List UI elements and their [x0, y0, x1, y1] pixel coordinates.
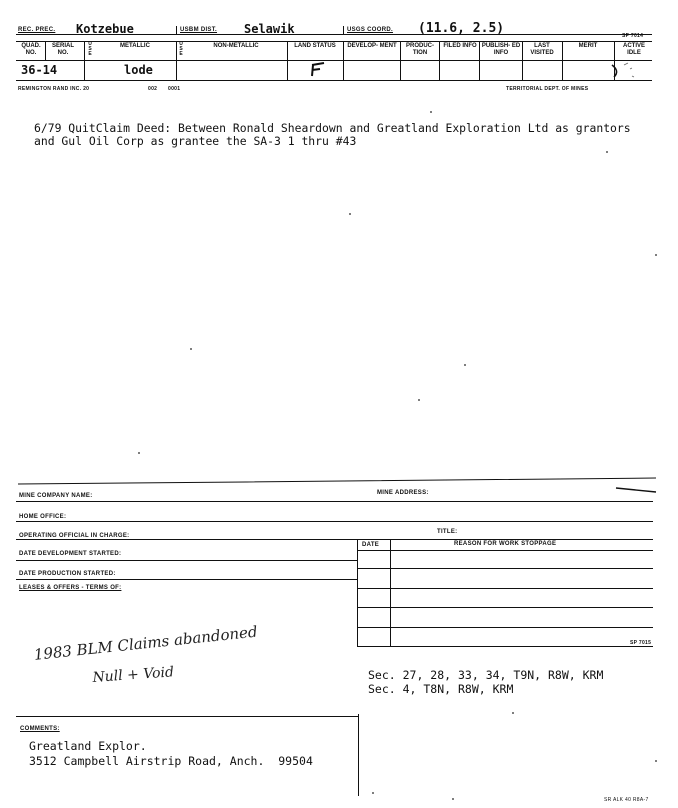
- col-production: PRODUC- TION: [406, 43, 434, 56]
- form-rule: [16, 560, 357, 561]
- header-rule: [16, 60, 652, 61]
- form-edge: [16, 470, 661, 496]
- col-active-idle: ACTIVE IDLE: [622, 43, 645, 56]
- divider: [84, 41, 85, 80]
- section-line: Sec. 4, T8N, R8W, KRM: [368, 682, 514, 696]
- date-column-label: DATE: [362, 542, 380, 548]
- reason-label: REASON FOR WORK STOPPAGE: [454, 541, 557, 547]
- form-number: SP 7015: [630, 640, 652, 646]
- form-rule: [16, 716, 358, 717]
- col-merit: MERIT: [578, 43, 598, 49]
- form-rule: [16, 501, 653, 502]
- divider: [45, 41, 46, 60]
- header-rule: [16, 41, 652, 42]
- divider: [176, 26, 177, 35]
- scan-speck: [349, 213, 351, 215]
- scan-speck: [655, 760, 657, 762]
- table-rule: [357, 550, 653, 551]
- col-land-status: LAND STATUS: [294, 43, 336, 49]
- leases-label: LEASES & OFFERS - TERMS OF:: [19, 585, 122, 591]
- quad-serial-value: 36-14: [21, 63, 58, 77]
- strip-footer-code: 002: [148, 86, 158, 92]
- date-production-label: DATE PRODUCTION STARTED:: [19, 571, 116, 577]
- form-rule: [16, 521, 653, 522]
- entry-line: and Gul Oil Corp as grantee the SA-3 1 thru #43: [34, 134, 357, 148]
- col-last-visited: LAST VISITED: [530, 43, 554, 56]
- divider: [343, 26, 344, 35]
- rec-prec-label: REC. PREC.: [18, 27, 56, 33]
- divider: [343, 41, 344, 80]
- scan-speck: [430, 111, 432, 113]
- scan-speck: [655, 254, 657, 256]
- table-rule: [357, 588, 653, 589]
- header-rule: [16, 80, 652, 81]
- usbm-dist-label: USBM DIST.: [180, 27, 218, 33]
- form-rule: [16, 579, 357, 580]
- comment-line: Greatland Explor.: [29, 739, 147, 753]
- usgs-coord-label: USGS COORD.: [347, 27, 393, 33]
- handwritten-note: 1983 BLM Claims abandoned: [33, 622, 259, 664]
- col-serial: SERIAL NO.: [51, 43, 74, 56]
- divider: [522, 41, 523, 80]
- table-rule: [357, 627, 653, 628]
- active-idle-mark: [608, 61, 642, 81]
- divider: [287, 41, 288, 80]
- comment-line: 3512 Campbell Airstrip Road, Anch. 99504: [29, 754, 313, 768]
- entry-line: 6/79 QuitClaim Deed: Between Ronald Sheardown and Greatland Exploration Ltd as grantors: [34, 121, 631, 135]
- col-metallic: METALLIC: [120, 43, 150, 49]
- home-office-label: HOME OFFICE:: [19, 514, 67, 520]
- divider: [562, 41, 563, 80]
- col-use: U S E: [179, 41, 183, 57]
- date-development-label: DATE DEVELOPMENT STARTED:: [19, 551, 122, 557]
- usbm-dist-value: Selawik: [244, 22, 295, 36]
- divider: [439, 41, 440, 80]
- table-divider: [390, 539, 391, 647]
- strip-footer-left: REMINGTON RAND INC. 20: [18, 86, 90, 92]
- land-status-mark: [308, 61, 328, 79]
- strip-footer-code: 0001: [168, 86, 181, 92]
- scan-speck: [452, 798, 454, 800]
- divider: [176, 41, 177, 80]
- scan-speck: [190, 348, 192, 350]
- col-quad: QUAD. NO.: [21, 43, 41, 56]
- form-number: SP 7014: [622, 33, 644, 39]
- mine-address-label: MINE ADDRESS:: [377, 490, 429, 496]
- scan-speck: [138, 452, 140, 454]
- rec-prec-value: Kotzebue: [76, 22, 134, 36]
- operating-official-label: OPERATING OFFICIAL IN CHARGE:: [19, 533, 130, 539]
- handwritten-note: Null + Void: [92, 664, 175, 686]
- scan-speck: [512, 712, 514, 714]
- scan-speck: [606, 151, 608, 153]
- divider: [479, 41, 480, 80]
- col-use: U S E: [88, 41, 92, 57]
- comments-label: COMMENTS:: [20, 726, 60, 732]
- col-development: DEVELOP- MENT: [347, 43, 397, 49]
- strip-footer-right: TERRITORIAL DEPT. OF MINES: [506, 86, 589, 92]
- table-divider: [357, 539, 358, 647]
- divider: [400, 41, 401, 80]
- col-published-info: PUBLISH- ED INFO: [481, 43, 521, 56]
- usgs-coord-value: (11.6, 2.5): [418, 21, 505, 36]
- title-label: TITLE:: [437, 529, 458, 535]
- table-rule: [357, 646, 653, 647]
- form-rule: [16, 539, 653, 540]
- col-non-metallic: NON-METALLIC: [213, 43, 259, 49]
- mine-company-label: MINE COMPANY NAME:: [19, 493, 93, 499]
- col-filed-info: FILED INFO: [443, 43, 477, 49]
- section-line: Sec. 27, 28, 33, 34, T9N, R8W, KRM: [368, 668, 604, 682]
- bottom-code: SR ALK 40 R8A-7: [604, 797, 649, 803]
- table-divider: [358, 714, 359, 796]
- table-rule: [357, 568, 653, 569]
- metallic-value: lode: [124, 63, 153, 77]
- scan-speck: [372, 792, 374, 794]
- scan-speck: [418, 399, 420, 401]
- table-rule: [357, 607, 653, 608]
- scan-speck: [464, 364, 466, 366]
